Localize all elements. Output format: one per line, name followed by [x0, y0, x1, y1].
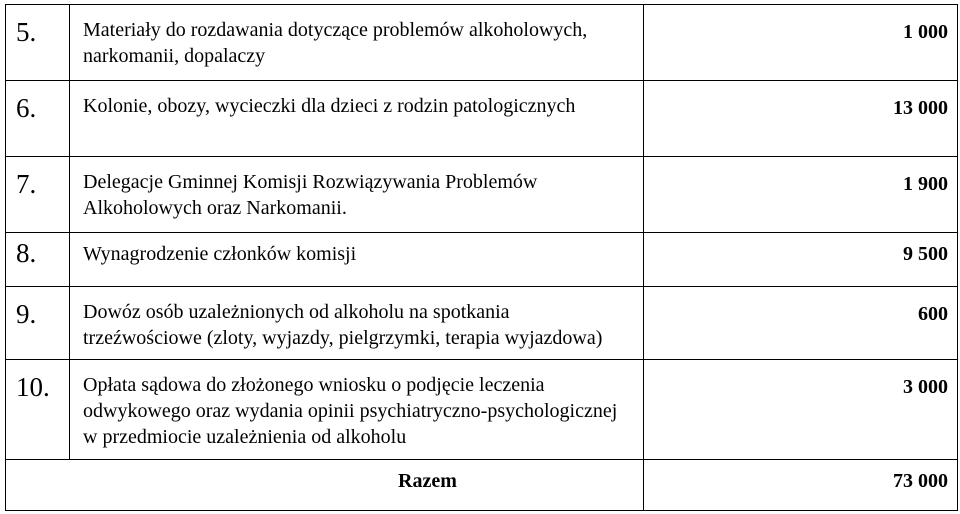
row-number: 8.	[6, 233, 70, 287]
row-description: Dowóz osób uzależnionych od alkoholu na spotkania trzeźwościowe (zloty, wyjazdy, pielgrzymki, terapia wyjazdowa)	[70, 287, 644, 360]
row-amount: 13 000	[644, 81, 958, 157]
row-amount: 3 000	[644, 360, 958, 460]
row-number: 9.	[6, 287, 70, 360]
row-amount: 600	[644, 287, 958, 360]
table-row	[6, 5, 958, 81]
row-amount: 9 500	[644, 233, 958, 287]
row-number: 7.	[6, 157, 70, 233]
total-label: Razem	[6, 460, 644, 511]
table-row	[6, 287, 958, 360]
row-number: 10.	[6, 360, 70, 460]
table-row	[6, 233, 958, 287]
table-row	[6, 157, 958, 233]
row-description: Kolonie, obozy, wycieczki dla dzieci z rodzin patologicznych	[70, 81, 644, 157]
row-description: Opłata sądowa do złożonego wniosku o podjęcie leczenia odwykowego oraz wydania opinii psychiatryczno-psychologicznej w przedmiocie uzależnienia od alkoholu	[70, 360, 644, 460]
total-row	[6, 460, 958, 511]
table-row	[6, 360, 958, 460]
total-amount: 73 000	[644, 460, 958, 511]
row-description: Materiały do rozdawania dotyczące problemów alkoholowych, narkomanii, dopalaczy	[70, 5, 644, 81]
row-description: Delegacje Gminnej Komisji Rozwiązywania Problemów Alkoholowych oraz Narkomanii.	[70, 157, 644, 233]
row-description: Wynagrodzenie członków komisji	[70, 233, 644, 287]
row-amount: 1 000	[644, 5, 958, 81]
budget-table	[5, 4, 958, 511]
row-amount: 1 900	[644, 157, 958, 233]
row-number: 6.	[6, 81, 70, 157]
table-row	[6, 81, 958, 157]
row-number: 5.	[6, 5, 70, 81]
